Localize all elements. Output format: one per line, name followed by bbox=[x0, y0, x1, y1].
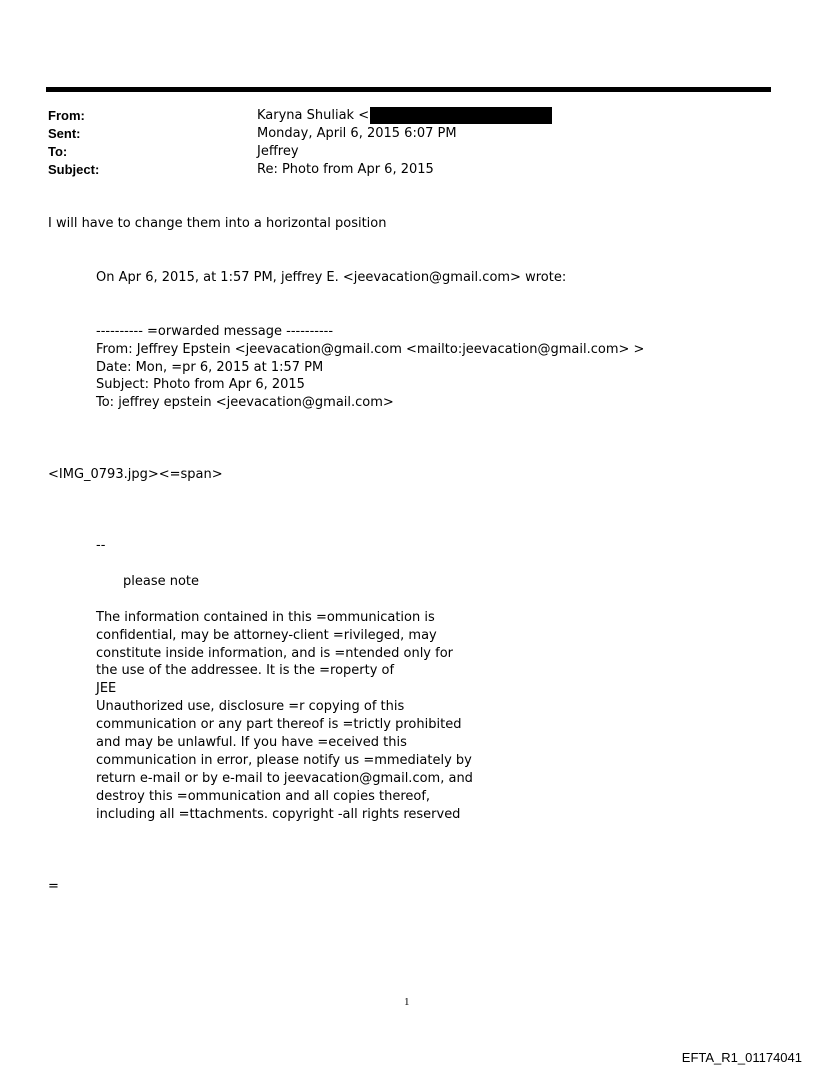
forward-subject: Subject: Photo from Apr 6, 2015 bbox=[96, 377, 305, 392]
forward-from: From: Jeffrey Epstein <jeevacation@gmail.com <mailto:jeevacation@gmail.com> > bbox=[96, 342, 645, 357]
disclaimer-line: The information contained in this =ommunication is bbox=[96, 610, 435, 625]
document-id: EFTA_R1_01174041 bbox=[681, 1050, 802, 1065]
from-sender: Karyna Shuliak < bbox=[257, 108, 370, 123]
signature-dashes: -- bbox=[96, 538, 106, 553]
disclaimer-line: constitute inside information, and is =ntended only for bbox=[96, 646, 454, 661]
attachment-placeholder: <IMG_0793.jpg><=span> bbox=[48, 467, 223, 482]
disclaimer-line: communication in error, please notify us =mmediately by bbox=[96, 753, 472, 768]
disclaimer-line: destroy this =ommunication and all copies thereof, bbox=[96, 789, 431, 804]
from-label: From: bbox=[48, 108, 85, 123]
disclaimer-line: and may be unlawful. If you have =eceived this bbox=[96, 735, 407, 750]
disclaimer-line: including all =ttachments. copyright -all rights reserved bbox=[96, 807, 461, 822]
sent-value: Monday, April 6, 2015 6:07 PM bbox=[257, 126, 457, 141]
to-value: Jeffrey bbox=[257, 144, 299, 159]
from-value bbox=[257, 108, 552, 124]
disclaimer-line: confidential, may be attorney-client =rivileged, may bbox=[96, 628, 437, 643]
please-note: please note bbox=[123, 574, 200, 589]
forward-marker: ---------- =orwarded message ---------- bbox=[96, 324, 334, 339]
reply-text: I will have to change them into a horizontal position bbox=[48, 216, 387, 231]
forward-to: To: jeffrey epstein <jeevacation@gmail.com> bbox=[96, 395, 394, 410]
redaction-box bbox=[370, 107, 552, 124]
subject-label: Subject: bbox=[48, 162, 100, 177]
quote-intro: On Apr 6, 2015, at 1:57 PM, jeffrey E. <jeevacation@gmail.com> wrote: bbox=[96, 270, 567, 285]
disclaimer-line: Unauthorized use, disclosure =r copying of this bbox=[96, 699, 405, 714]
forward-date: Date: Mon, =pr 6, 2015 at 1:57 PM bbox=[96, 360, 324, 375]
to-label: To: bbox=[48, 144, 68, 159]
disclaimer-line: communication or any part thereof is =trictly prohibited bbox=[96, 717, 462, 732]
header-divider bbox=[46, 87, 771, 92]
disclaimer-line: JEE bbox=[96, 681, 117, 696]
trailing-equals: = bbox=[48, 879, 59, 894]
subject-value: Re: Photo from Apr 6, 2015 bbox=[257, 162, 434, 177]
page-number: 1 bbox=[404, 996, 410, 1008]
disclaimer-line: return e-mail or by e-mail to jeevacation@gmail.com, and bbox=[96, 771, 473, 786]
sent-label: Sent: bbox=[48, 126, 81, 141]
disclaimer-line: the use of the addressee. It is the =roperty of bbox=[96, 663, 395, 678]
